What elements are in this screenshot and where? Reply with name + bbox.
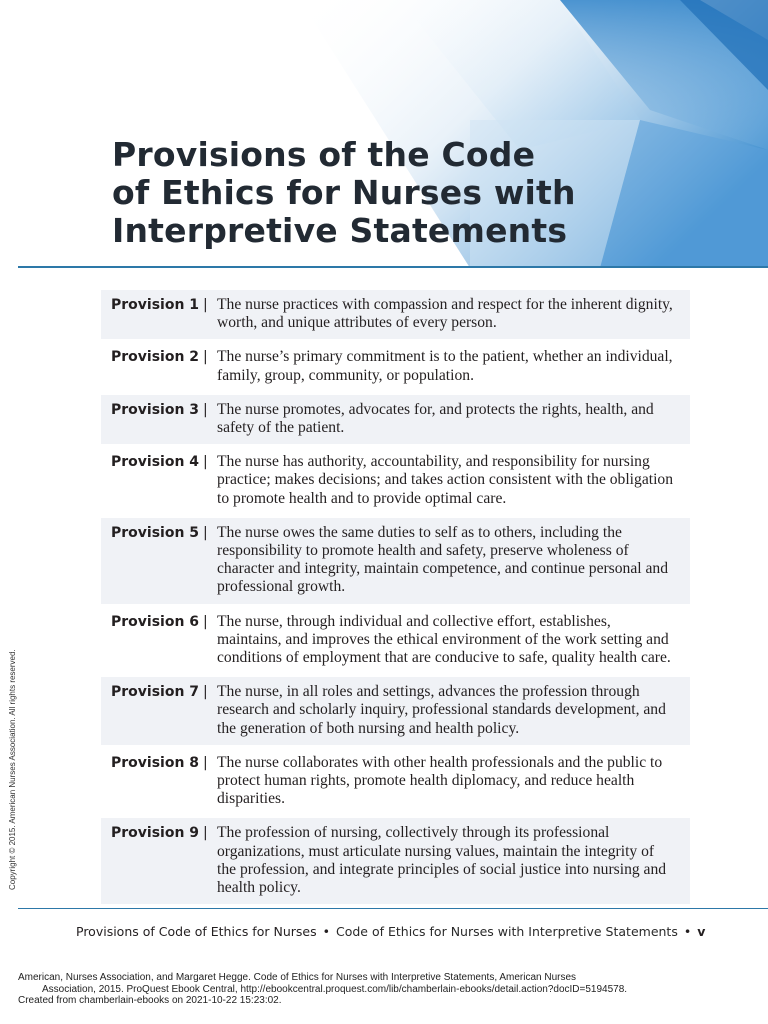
provision-text: The nurse practices with compassion and respect for the inherent dignity, worth, and unique attributes of every person. [217, 296, 673, 332]
citation-line: American, Nurses Association, and Margaret Hegge. Code of Ethics for Nurses with Interpretive Statements, American Nurses [18, 972, 577, 983]
bottom-divider [18, 908, 768, 909]
footer-section: Provisions of Code of Ethics for Nurses [76, 924, 317, 939]
side-copyright: Copyright © 2015. American Nurses Association. All rights reserved. [8, 649, 17, 890]
provision-text: The nurse, through individual and collective effort, establishes, maintains, and improves the ethical environment of the work setting and conditions of employment that are conducive to safe, quality health care. [217, 612, 671, 667]
citation-line: Created from chamberlain-ebooks on 2021-10-22 15:23:02. [18, 995, 282, 1006]
footer-book-title: Code of Ethics for Nurses with Interpretive Statements [335, 924, 678, 939]
label-separator: | [203, 524, 208, 541]
footer-bullet: • [322, 924, 330, 939]
footer-bullet: • [683, 924, 692, 939]
provision-text: The nurse’s primary commitment is to the patient, whether an individual, family, group, community, or population. [217, 348, 673, 384]
citation-block [18, 972, 758, 1007]
top-divider [18, 266, 768, 268]
title-line: of Ethics for Nurses with [112, 173, 576, 212]
provision-text: The nurse owes the same duties to self as to others, including the responsibility to promote health and safety, preserve wholeness of character and integrity, maintain competence, and continue personal and professional growth. [217, 523, 669, 596]
provision-label: Provision 1 [111, 297, 200, 313]
provision-label: Provision 3 [111, 401, 200, 418]
provision-text: The nurse promotes, advocates for, and protects the rights, health, and safety of the patient. [217, 400, 654, 437]
provision-item [101, 677, 690, 745]
label-separator: | [203, 613, 208, 630]
provision-label: Provision 7 [111, 684, 200, 701]
provision-text: The nurse collaborates with other health professionals and the public to protect human rights, promote health diplomacy, and reduce health disparities. [217, 753, 663, 808]
provision-item [101, 748, 690, 816]
label-separator: | [203, 401, 208, 418]
page-number: v [697, 924, 706, 939]
provision-label: Provision 6 [111, 613, 200, 630]
provision-label: Provision 4 [111, 454, 200, 471]
provision-item [101, 395, 690, 444]
title-line: Provisions of the Code [112, 135, 536, 174]
label-separator: | [203, 825, 208, 842]
provision-label: Provision 9 [111, 825, 200, 842]
provision-text: The nurse, in all roles and settings, advances the profession through research and scholarly inquiry, professional standards development, and the generation of both nursing and health policy. [217, 683, 666, 737]
provision-item [101, 818, 690, 904]
running-footer [76, 924, 756, 939]
provision-item [101, 518, 690, 604]
provision-text: The profession of nursing, collectively through its professional organizations, must articulate nursing values, maintain the integrity of the profession, and integrate principles of social justice into nursing and health policy. [217, 824, 667, 897]
label-separator: | [203, 754, 208, 771]
title-line: Interpretive Statements [112, 211, 568, 250]
label-separator: | [203, 297, 208, 313]
label-separator: | [203, 454, 208, 471]
label-separator: | [203, 349, 208, 366]
provision-item [101, 342, 690, 391]
provision-label: Provision 2 [111, 349, 200, 366]
provisions-list [101, 290, 690, 907]
provision-text: The nurse has authority, accountability, and responsibility for nursing practice; makes decisions; and takes action consistent with the obligation to promote health and to provide optimal care. [217, 453, 673, 507]
provision-label: Provision 5 [111, 524, 200, 541]
provision-item [101, 447, 690, 515]
provision-label: Provision 8 [111, 754, 200, 771]
provision-item [101, 607, 690, 675]
provision-item [101, 290, 690, 339]
citation-line: Association, 2015. ProQuest Ebook Central, http://ebookcentral.proquest.com/lib/chamberlain-ebooks/detail.action?docID=5194578. [42, 983, 628, 995]
label-separator: | [203, 684, 208, 701]
page-title [112, 136, 672, 250]
